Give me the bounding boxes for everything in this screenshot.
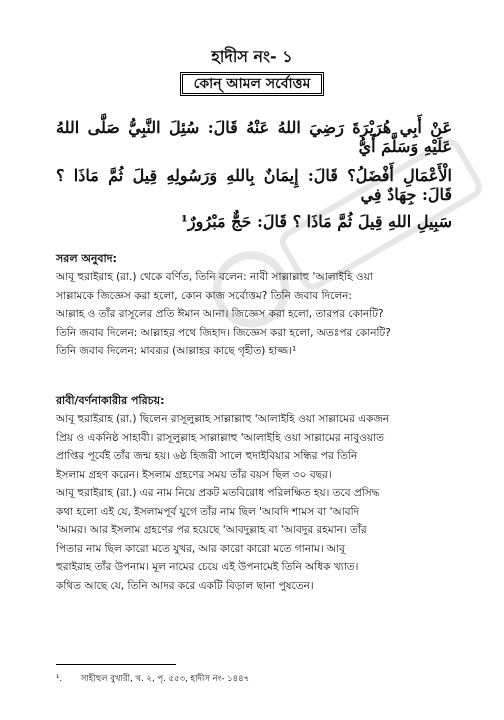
narrator-line: 'আমর। আর ইসলাম গ্রহণের পর হয়েছে 'আবদুল্লাহ বা 'আবদুর রহমান। তাঁর [56, 524, 367, 536]
narrator-heading: রাবী/বর্ণনাকারীর পরিচয়: [56, 394, 165, 407]
arabic-text-line: الْأَعْمَالِ أَفْضَلُ؟ قَالَ: إِيمَانٌ بِاللهِ وَرَسُولِهِ قِيلَ ثُمَّ مَاذَا ؟ قَالَ: جِهَادٌ فِي [56, 166, 452, 204]
translation-line: তিনি জবাব দিলেন: মাবরূর (আল্লাহর কাছে গৃহীত) হাজ্জ।¹ [56, 345, 297, 357]
narrator-line: কথা হলো এই যে, ইসলামপূর্ব যুগে তাঁর নাম ছিল 'আবদি শামস বা 'আবদি [56, 505, 360, 518]
translation-paragraph [56, 268, 452, 361]
narrator-line: আবূ হুরাইরাহ (রা.) ছিলেন রাসূলুল্লাহ সাল্লাল্লাহু 'আলাইহি ওয়া সাল্লামের একজন [56, 413, 390, 425]
arabic-text-line: عَنْ أَبِي هُرَيْرَةَ رَضِيَ اللهُ عَنْهُ قَالَ: سُئِلَ النَّبِيُّ صَلَّى اللهُ عَلَيْهِ وَسَلَّمَ أَيُّ [56, 118, 452, 156]
narrator-line: পিতার নাম ছিল কারো মতে যুখর, আর কারো কারো মতে গানাম। আবূ [56, 542, 346, 555]
narrator-line: হুরাইরাহ তাঁর উপনাম। মূল নামের চেয়ে এই উপনামেই তিনি অধিক খ্যাত। [56, 561, 359, 573]
arabic-text-line: سَبِيلِ اللهِ قِيلَ ثُمَّ مَاذَا ؟ قَالَ: حَجٌّ مَبْرُورٌ¹ [180, 212, 452, 231]
footnote-divider [56, 664, 176, 665]
translation-line: সাল্লামকে জিজ্ঞেস করা হলো, কোন কাজ সর্বোত্তম? তিনি জবাব দিলেন: [56, 289, 352, 302]
narrator-paragraph [56, 410, 452, 595]
narrator-line: আবূ হুরাইরাহ (রা.) এর নাম নিয়ে প্রকট মতবিরোধ পরিলক্ষিত হয়। তবে প্রসিদ্ধ [56, 487, 380, 499]
hadith-subtitle: কোন্‌ আমল সর্বোত্তম [180, 72, 324, 96]
narrator-line: ইসলাম গ্রহণ করেন। ইসলাম গ্রহণের সময় তাঁর বয়স ছিল ৩০ বছর। [56, 468, 332, 481]
narrator-line: কথিত আছে যে, তিনি আদর করে একটি বিড়াল ছানা পুষতেন। [56, 579, 314, 592]
translation-line: আবূ হুরাইরাহ (রা.) থেকে বর্ণিত, তিনি বলেন: নাবী সাল্লাল্লাহু 'আলাইহি ওয়া [56, 271, 373, 283]
page-title: হাদীস নং- ১ [211, 47, 293, 66]
translation-heading: সরল অনুবাদ: [56, 252, 117, 265]
footnote [56, 672, 249, 686]
narrator-line: প্রিয় ও একনিষ্ঠ সাহাবী। রাসূলুল্লাহ সাল্লাল্লাহু 'আলাইহি ওয়া সাল্লামের নাবুওয়াত [56, 431, 384, 444]
footnote-number: ¹. [56, 674, 63, 684]
narrator-line: প্রাপ্তির পূর্বেই তাঁর জন্ম হয়। ৬ষ্ঠ হিজরী সালে হুদাইবিয়ার সন্ধির পর তিনি [56, 450, 358, 462]
footnote-text: সাহীহুল বুখারী, খ. ২, পৃ. ৫৫৩, হাদীস নং- ১৪৪৭ [80, 674, 250, 684]
translation-line: তিনি জবাব দিলেন: আল্লাহর পথে জিহাদ। জিজ্ঞেস করা হলো, অতঃপর কোনটি? [56, 326, 391, 339]
translation-line: আল্লাহ ও তাঁর রাসূলের প্রতি ঈমান আনা। জিজ্ঞেস করা হলো, তারপর কোনটি? [56, 308, 384, 320]
